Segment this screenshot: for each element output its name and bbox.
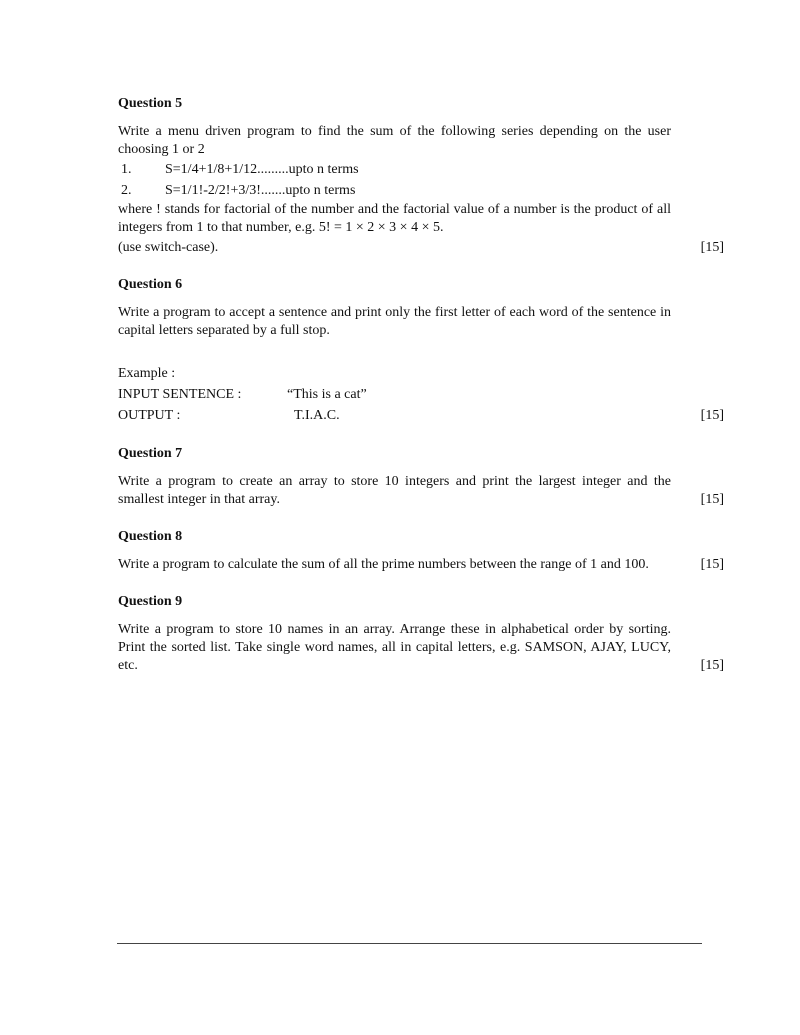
series-item-2-text: S=1/1!-2/2!+3/3!.......upto n terms	[165, 183, 356, 198]
input-sentence-label: INPUT SENTENCE :	[118, 387, 242, 402]
question-9-body-row	[118, 621, 724, 675]
question-7	[118, 445, 724, 509]
question-5-note-row	[118, 239, 724, 257]
question-7-title: Question 7	[118, 446, 183, 461]
question-6-marks: [15]	[700, 408, 724, 423]
question-9-text: Write a program to store 10 names in an array. Arrange these in alphabetical order by sorting. Print the sorted list. Take single word names, all in capital letters, e.g. SAMSON, AJAY, LUCY, etc.	[118, 622, 671, 673]
question-8-text: Write a program to calculate the sum of all the prime numbers between the range of 1 and 100.	[118, 557, 649, 572]
question-paper	[118, 95, 724, 694]
question-7-body-row	[118, 473, 724, 509]
question-7-marks: [15]	[700, 492, 724, 507]
example-heading	[118, 363, 724, 384]
question-5	[118, 95, 724, 257]
input-sentence-value: “This is a cat”	[287, 387, 367, 402]
question-9-title: Question 9	[118, 594, 183, 609]
question-5-note: (use switch-case).	[118, 240, 219, 255]
output-value: T.I.A.C.	[294, 408, 340, 423]
footer-divider	[117, 943, 702, 944]
question-5-explanation: where ! stands for factorial of the number and the factorial value of a number is the product of all integers from 1 to that number, e.g. 5! = 1 × 2 × 3 × 4 × 5.	[118, 202, 671, 235]
example-label: Example :	[118, 366, 176, 381]
output-label: OUTPUT :	[118, 408, 181, 423]
series-item-1-number: 1.	[121, 162, 132, 177]
series-item-1	[118, 159, 724, 180]
question-5-title: Question 5	[118, 96, 183, 111]
series-item-2	[118, 180, 724, 201]
question-5-marks: [15]	[700, 240, 724, 255]
question-8-marks: [15]	[700, 557, 724, 572]
question-6	[118, 276, 724, 426]
question-8	[118, 528, 724, 574]
series-item-1-text: S=1/4+1/8+1/12.........upto n terms	[165, 162, 359, 177]
question-5-intro: Write a menu driven program to find the sum of the following series depending on the user choosing 1 or 2	[118, 124, 671, 157]
question-9-marks: [15]	[700, 658, 724, 673]
question-6-intro: Write a program to accept a sentence and print only the first letter of each word of the sentence in capital letters separated by a full stop.	[118, 305, 671, 338]
question-7-text: Write a program to create an array to store 10 integers and print the largest integer and the smallest integer in that array.	[118, 474, 671, 507]
question-8-title: Question 8	[118, 529, 183, 544]
series-item-2-number: 2.	[121, 183, 132, 198]
example-input-row	[118, 384, 724, 405]
question-8-body-row	[118, 556, 724, 574]
example-output-row	[118, 405, 724, 426]
question-6-title: Question 6	[118, 277, 183, 292]
question-9	[118, 593, 724, 675]
